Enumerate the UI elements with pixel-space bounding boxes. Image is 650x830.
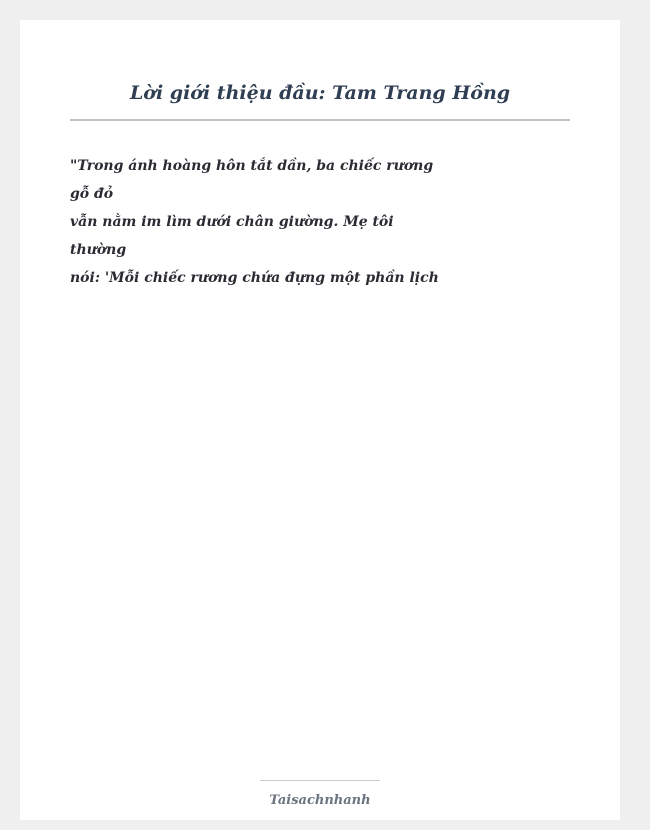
page-title: Lời giới thiệu đầu: Tam Trang Hồng <box>129 82 511 104</box>
body-line: nói: 'Mỗi chiếc rương chứa đựng một phần lịch <box>70 270 439 286</box>
document-page <box>20 20 620 820</box>
body-line: thường <box>70 242 127 258</box>
body-line: vẫn nằm im lìm dưới chân giường. Mẹ tôi <box>70 214 394 230</box>
footer-divider <box>260 780 380 781</box>
footer-brand: Taisachnhanh <box>269 793 371 808</box>
body-text <box>70 152 439 292</box>
body-line: gỗ đỏ <box>70 186 114 202</box>
body-line: "Trong ánh hoàng hôn tắt dần, ba chiếc rương <box>70 158 434 174</box>
title-divider <box>70 119 570 121</box>
